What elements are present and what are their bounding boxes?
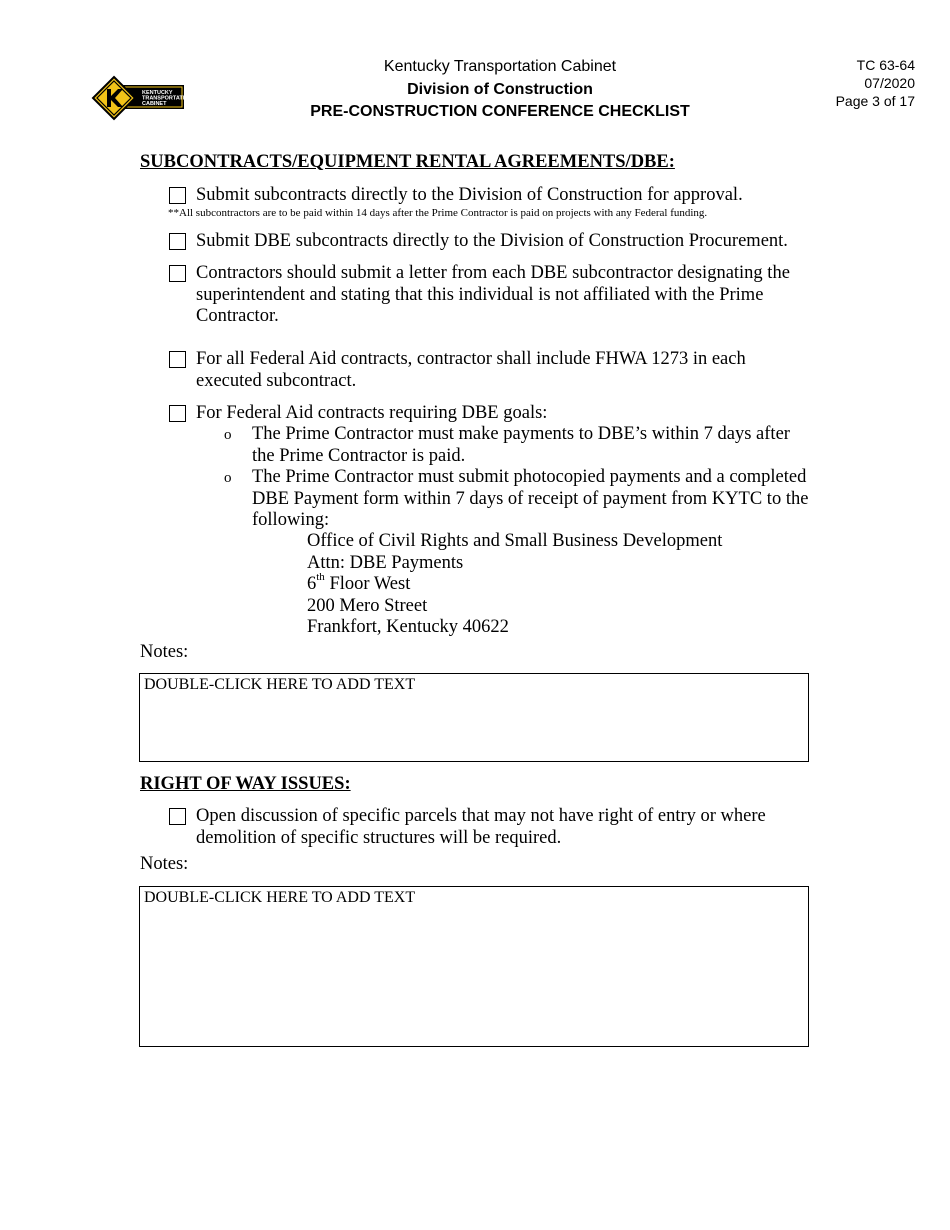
division-name: Division of Construction: [407, 80, 593, 98]
checkbox-dbe-subcontracts[interactable]: [169, 233, 186, 250]
sub-item: The Prime Contractor must make payments to DBE’s within 7 days after the Prime Contractor is paid.: [252, 424, 790, 466]
bullet-marker: o: [224, 427, 232, 443]
checkbox-submit-subcontracts[interactable]: [169, 187, 186, 204]
checklist-item: For all Federal Aid contracts, contractor shall include FHWA 1273 in each executed subcontract.: [196, 349, 746, 391]
notes-field-right-of-way[interactable]: [139, 886, 809, 1047]
checkbox-fhwa-1273[interactable]: [169, 351, 186, 368]
notes-label: Notes:: [140, 854, 189, 874]
form-number: TC 63-64: [856, 57, 915, 73]
checklist-item: Contractors should submit a letter from each DBE subcontractor designating the superintendent and stating that this individual is not affiliated with the Prime Contractor.: [196, 263, 790, 326]
checkbox-dbe-goals[interactable]: [169, 405, 186, 422]
checkbox-parcels-discussion[interactable]: [169, 808, 186, 825]
checklist-item: Submit subcontracts directly to the Division of Construction for approval.: [196, 185, 743, 205]
address-line: Office of Civil Rights and Small Business Development: [307, 531, 723, 551]
logo-line-2: TRANSPORTATION: [142, 95, 193, 102]
checklist-item: For Federal Aid contracts requiring DBE goals:: [196, 403, 548, 423]
notes-placeholder: DOUBLE-CLICK HERE TO ADD TEXT: [144, 889, 416, 906]
bullet-marker: o: [224, 470, 232, 486]
notes-field-subcontracts[interactable]: [139, 673, 809, 762]
page-number: Page 3 of 17: [835, 93, 915, 109]
address-line: 6th Floor West: [307, 570, 411, 594]
kytc-logo: [92, 76, 193, 120]
section-title-right-of-way: RIGHT OF WAY ISSUES:: [140, 774, 351, 794]
checklist-item: Open discussion of specific parcels that may not have right of entry or where demolition of specific structures will be required.: [196, 806, 766, 848]
checklist-item: Submit DBE subcontracts directly to the Division of Construction Procurement.: [196, 231, 788, 251]
document-header: [250, 56, 750, 124]
notes-label: Notes:: [140, 642, 189, 662]
footnote: **All subcontractors are to be paid within 14 days after the Prime Contractor is paid on projects with any Federal funding.: [168, 207, 708, 219]
logo-line-3: CABINET: [142, 101, 167, 107]
form-date: 07/2020: [864, 75, 915, 91]
address-line: Attn: DBE Payments: [307, 552, 464, 573]
notes-placeholder: DOUBLE-CLICK HERE TO ADD TEXT: [144, 676, 416, 693]
checkbox-dbe-letter[interactable]: [169, 265, 186, 282]
section-title-subcontracts: SUBCONTRACTS/EQUIPMENT RENTAL AGREEMENTS/DBE:: [140, 152, 675, 172]
sub-item: The Prime Contractor must submit photocopied payments and a completed DBE Payment form within 7 days of receipt of payment from KYTC to the following:: [252, 467, 809, 530]
address-line: 200 Mero Street: [307, 595, 428, 616]
logo-line-1: KENTUCKY: [142, 90, 173, 96]
address-line: Frankfort, Kentucky 40622: [307, 617, 509, 637]
form-info: [836, 56, 915, 110]
org-name: Kentucky Transportation Cabinet: [383, 58, 617, 75]
document-title: PRE-CONSTRUCTION CONFERENCE CHECKLIST: [310, 103, 690, 120]
address-block: [307, 531, 722, 639]
